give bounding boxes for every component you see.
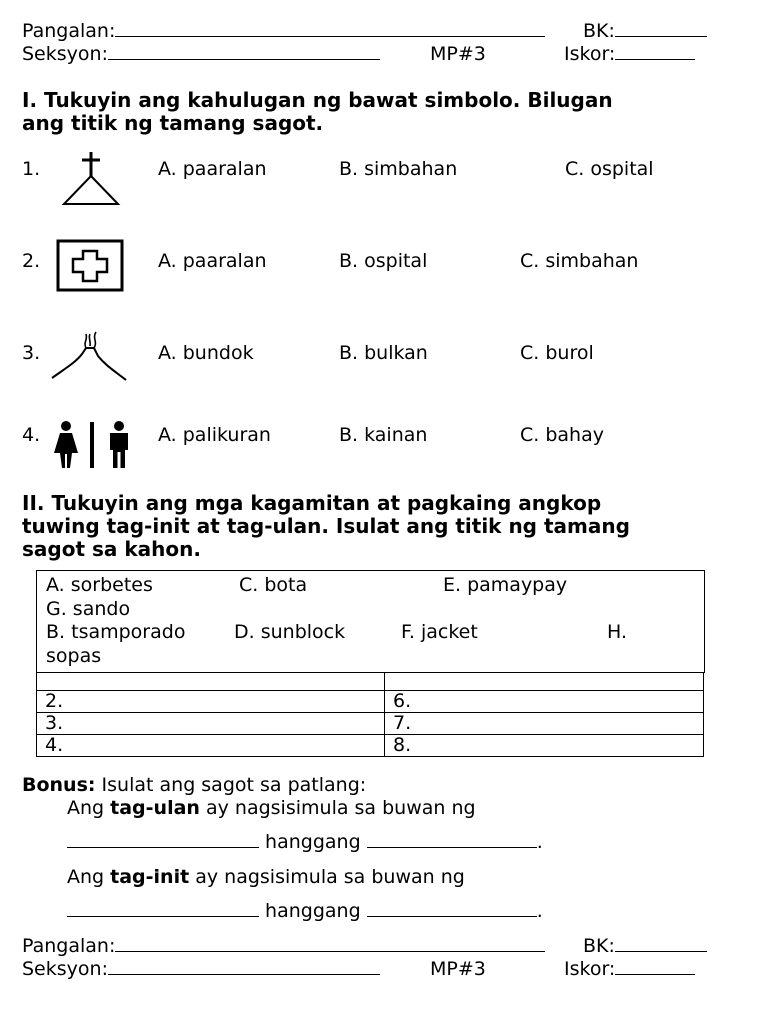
answer-cell[interactable]: 3. (37, 713, 385, 735)
section-field (22, 43, 380, 65)
bonus-instruction-text: Isulat ang sagot sa patlang: (101, 774, 367, 796)
section-blank[interactable] (108, 43, 380, 60)
hospital-cross-icon (56, 238, 124, 294)
section-label: Seksyon: (22, 958, 108, 980)
end-mark: . (536, 831, 543, 853)
name-label: Pangalan: (22, 20, 116, 42)
score-label: Iskor: (564, 958, 616, 980)
answer-cell[interactable]: 7. (385, 713, 704, 735)
part2-instruction-line2: tuwing tag-init at tag-ulan. Isulat ang titik ng tamang (22, 514, 630, 538)
item3-choice-a[interactable]: A. bundok (158, 342, 254, 364)
choice-f: F. jacket (401, 621, 478, 643)
choice-h-continued: sopas (46, 644, 102, 667)
bonus-label: Bonus: (22, 774, 96, 796)
item-number: 2. (22, 250, 41, 272)
item1-choice-c[interactable]: C. ospital (565, 158, 654, 180)
name-label: Pangalan: (22, 935, 116, 957)
q1-end-month-blank[interactable] (367, 831, 537, 848)
bonus-instruction (22, 774, 366, 796)
choice-c: C. bota (239, 574, 308, 596)
q1-suffix: ay nagsisimula sa buwan ng (205, 797, 476, 819)
answer-cell[interactable]: 2. (37, 691, 385, 713)
end-mark: . (536, 900, 543, 922)
q2-end-month-blank[interactable] (367, 900, 537, 917)
answer-table (36, 668, 704, 757)
score-blank[interactable] (615, 43, 695, 60)
footer-name-field (22, 935, 545, 957)
choices-box (36, 570, 705, 673)
footer-score-field (564, 958, 695, 980)
connector-text: hanggang (265, 831, 361, 853)
bonus-answer-line-1 (67, 831, 543, 853)
restroom-icon (48, 420, 134, 470)
item3-choice-b[interactable]: B. bulkan (339, 342, 428, 364)
footer-section-field (22, 958, 380, 980)
item2-choice-a[interactable]: A. paaralan (158, 250, 267, 272)
item4-choice-a[interactable]: A. palikuran (158, 424, 271, 446)
q2-start-month-blank[interactable] (67, 900, 259, 917)
part2-instruction-line3: sagot sa kahon. (22, 537, 201, 561)
subject-code: MP#3 (430, 43, 486, 65)
item1-choice-b[interactable]: B. simbahan (339, 158, 458, 180)
connector-text: hanggang (265, 900, 361, 922)
choice-b: B. tsamporado (46, 621, 186, 643)
answer-cell[interactable]: 6. (385, 691, 704, 713)
answer-cell[interactable]: 8. (385, 735, 704, 757)
q2-keyword: tag-init (110, 866, 190, 888)
choice-d: D. sunblock (234, 621, 346, 643)
score-blank[interactable] (615, 958, 695, 975)
bonus-question-2 (67, 866, 465, 888)
name-blank[interactable] (115, 20, 545, 37)
grade-blank[interactable] (615, 20, 707, 37)
volcano-icon (50, 328, 128, 382)
section-blank[interactable] (108, 958, 380, 975)
part2-instruction-line1: II. Tukuyin ang mga kagamitan at pagkaing angkop (22, 491, 602, 515)
q2-prefix: Ang (67, 866, 105, 888)
table-row (37, 713, 704, 735)
section-label: Seksyon: (22, 43, 108, 65)
item2-choice-c[interactable]: C. simbahan (520, 250, 639, 272)
q1-keyword: tag-ulan (110, 797, 200, 819)
item-number: 3. (22, 342, 41, 364)
footer-subject-code: MP#3 (430, 958, 486, 980)
q1-prefix: Ang (67, 797, 105, 819)
item2-choice-b[interactable]: B. ospital (339, 250, 428, 272)
bonus-question-1 (67, 797, 476, 819)
item4-choice-b[interactable]: B. kainan (339, 424, 428, 446)
part1-instruction-line1: I. Tukuyin ang kahulugan ng bawat simbolo. Bilugan (22, 88, 613, 112)
grade-label: BK: (583, 935, 615, 957)
table-row (37, 691, 704, 713)
bonus-answer-line-2 (67, 900, 543, 922)
score-field (564, 43, 695, 65)
name-field (22, 20, 545, 42)
choice-a: A. sorbetes (46, 574, 153, 596)
item3-choice-c[interactable]: C. burol (520, 342, 594, 364)
footer-grade-field (583, 935, 707, 957)
choice-h: H. (607, 621, 627, 643)
table-row (37, 735, 704, 757)
answer-cell[interactable]: 4. (37, 735, 385, 757)
item4-choice-c[interactable]: C. bahay (520, 424, 604, 446)
choice-e: E. pamaypay (443, 574, 568, 596)
q1-start-month-blank[interactable] (67, 831, 259, 848)
grade-field (583, 20, 707, 42)
item-number: 4. (22, 424, 41, 446)
item1-choice-a[interactable]: A. paaralan (158, 158, 267, 180)
q2-suffix: ay nagsisimula sa buwan ng (195, 866, 465, 888)
item-number: 1. (22, 158, 41, 180)
grade-blank[interactable] (615, 935, 707, 952)
part1-instruction-line2: ang titik ng tamang sagot. (22, 111, 324, 135)
score-label: Iskor: (564, 43, 616, 65)
grade-label: BK: (583, 20, 615, 42)
choice-g: G. sando (46, 597, 131, 620)
name-blank[interactable] (115, 935, 545, 952)
church-icon (58, 150, 124, 208)
